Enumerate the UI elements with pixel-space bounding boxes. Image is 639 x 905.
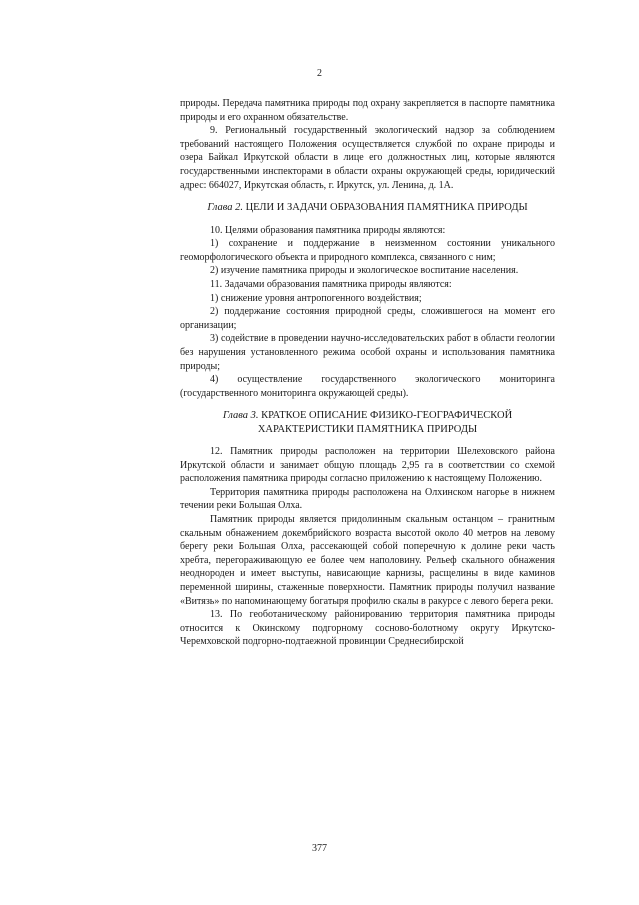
chapter-3-heading [180,409,555,436]
paragraph-11-item-1: 1) снижение уровня антропогенного воздействия; [210,292,422,304]
paragraph-12: 12. Памятник природы расположен на территории Шелеховского района Иркутской области и занимает общую площадь 2,95 га в соответствии со схемой расположения памятника природы согласно приложению к настоящему Положению. [180,446,555,485]
paragraph-11-item-2: 2) поддержание состояния природной среды, сложившегося на момент его организации; [180,306,555,331]
page-number-top: 2 [317,68,322,79]
paragraph-12-territory: Территория памятника природы расположена на Олхинском нагорье в нижнем течении реки Большая Олха. [180,486,555,512]
chapter-2-label: Глава 2. [207,202,243,214]
chapter-3-title-line-1: КРАТКОЕ ОПИСАНИЕ ФИЗИКО-ГЕОГРАФИЧЕСКОЙ [261,410,513,422]
paragraph-10-item-1: 1) сохранение и поддержание в неизменном состоянии уникального геоморфологического объекта и природного комплекса, связанного с ним; [180,238,555,263]
paragraph-continuation: природы. Передача памятника природы под охрану закрепляется в паспорте памятника природы и его охранном обязательстве. [180,98,555,123]
paragraph-12-description: Памятник природы является придолинным скальным останцом – гранитным скальным обнажением докембрийского возраста высотой около 40 метров на левому берегу реки Большая Олха, рассекающей собой поперечную к долине реки часть хребта, перегораживающую ее более чем наполовину. Рельеф скального обнажения неоднороден и имеет выступы, нависающие карнизы, расщелины в виде каминов переменной ширины, стаженные поверхности. Памятник природы получил название «Витязь» по напоминающему богатыря профилю скалы в ракурсе с левого берега реки. [180,514,555,607]
paragraph-13: 13. По геоботаническому районированию территория памятника природы относится к Окинскому подгорному сосново-болотному округу Иркутско-Черемховской подгорно-подтаежной провинции Среднесибирской [180,609,555,648]
paragraph-10: 10. Целями образования памятника природы являются: [210,224,446,236]
page-number-bottom: 377 [312,843,327,854]
paragraph-11-item-3: 3) содействие в проведении научно-исследовательских работ в области геологии без нарушения установленного режима особой охраны и использования памятника природы; [180,333,555,372]
chapter-2-title: ЦЕЛИ И ЗАДАЧИ ОБРАЗОВАНИЯ ПАМЯТНИКА ПРИРОДЫ [245,202,528,214]
chapter-3-label: Глава 3. [222,410,259,422]
chapter-2-heading [180,201,555,214]
document-body [180,97,555,649]
paragraph-11: 11. Задачами образования памятника природы являются: [210,278,452,290]
paragraph-11-item-4: 4) осуществление государственного экологического мониторинга (государственного мониторинга окружающей среды). [180,374,555,399]
paragraph-10-item-2: 2) изучение памятника природы и экологическое воспитание населения. [210,265,519,277]
paragraph-9: 9. Региональный государственный экологический надзор за соблюдением требований настоящего Положения осуществляется службой по охране природы и озера Байкал Иркутской области в лице его должностных лиц, которые являются государственными инспекторами в области охраны окружающей среды, юридический адрес: 664027, Иркутская область, г. Иркутск, ул. Ленина, д. 1А. [180,125,555,191]
chapter-3-title-line-2: ХАРАКТЕРИСТИКИ ПАМЯТНИКА ПРИРОДЫ [257,423,478,435]
